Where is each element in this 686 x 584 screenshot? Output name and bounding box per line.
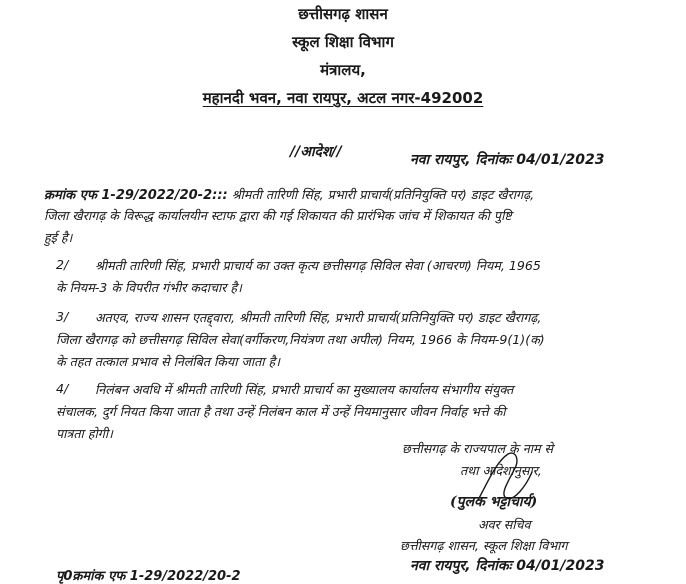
- header-ministry: मंत्रालय,: [320, 61, 366, 79]
- order-first-line: [44, 185, 534, 203]
- paragraph-3-line: के तहत तत्काल प्रभाव से निलंबित किया जाता है।: [56, 354, 281, 369]
- header-government: छत्तीसगढ़ शासन: [298, 5, 388, 23]
- paragraph-3-line: अतएव, राज्य शासन एतद्द्वारा, श्रीमती तारिणी सिंह, प्रभारी प्राचार्य(प्रतिनियुक्ति पर) डाइट खैरागढ़,: [95, 310, 542, 325]
- paragraph-3-number: 3/: [56, 309, 69, 324]
- paragraph-4-line: पात्रता होगी।: [56, 426, 113, 441]
- endorsement-number: पृ0क्रमांक एफ 1-29/2022/20-2: [56, 569, 241, 584]
- order-number: क्रमांक एफ 1-29/2022/20-2:::: [44, 188, 228, 203]
- authority-line: छत्तीसगढ़ के राज्यपाल के नाम से: [402, 441, 554, 456]
- signatory-designation: अवर सचिव: [478, 517, 531, 532]
- order-line: हुई है।: [44, 230, 73, 245]
- signature-date: नवा रायपुर, दिनांकः 04/01/2023: [410, 558, 605, 574]
- signatory-name: (पुलक भट्टाचार्य): [450, 494, 538, 510]
- paragraph-2-line: श्रीमती तारिणी सिंह, प्रभारी प्राचार्य का उक्त कृत्य छत्तीसगढ़ सिविल सेवा (आचरण) नियम, 1965: [95, 258, 541, 273]
- paragraph-2-line: के नियम-3 के विपरीत गंभीर कदाचार है।: [56, 280, 242, 295]
- paragraph-2-number: 2/: [56, 257, 69, 272]
- header-department: स्कूल शिक्षा विभाग: [292, 33, 394, 51]
- authority-line: तथा आदेशानुसार,: [460, 463, 542, 478]
- paragraph-4-number: 4/: [56, 381, 69, 396]
- paragraph-4-line: निलंबन अवधि में श्रीमती तारिणी सिंह, प्रभारी प्राचार्य का मुख्यालय कार्यालय संभागीय संयुक्त: [95, 382, 514, 397]
- order-title: //आदेश//: [290, 144, 342, 160]
- order-line: श्रीमती तारिणी सिंह, प्रभारी प्राचार्य(प्रतिनियुक्ति पर) डाइट खैरागढ़,: [231, 187, 535, 202]
- paragraph-4-line: संचालक, दुर्ग नियत किया जाता है तथा उन्हें निलंबन काल में उन्हें नियमानुसार जीवन निर्वाह भत्ते की: [56, 404, 506, 419]
- signatory-department: छत्तीसगढ़ शासन, स्कूल शिक्षा विभाग: [400, 538, 568, 553]
- header-address: महानदी भवन, नवा रायपुर, अटल नगर-492002: [202, 89, 484, 107]
- order-line: जिला खैरागढ़ के विरूद्ध कार्यालयीन स्टाफ द्वारा की गई शिकायत की प्रारंभिक जांच में शिकायत की पुष्टि: [44, 208, 512, 223]
- order-date: नवा रायपुर, दिनांकः 04/01/2023: [410, 152, 605, 168]
- paragraph-3-line: जिला खैरागढ़ को छत्तीसगढ़ सिविल सेवा(वर्गीकरण,नियंत्रण तथा अपील) नियम, 1966 के नियम-9(1)(क): [56, 332, 545, 347]
